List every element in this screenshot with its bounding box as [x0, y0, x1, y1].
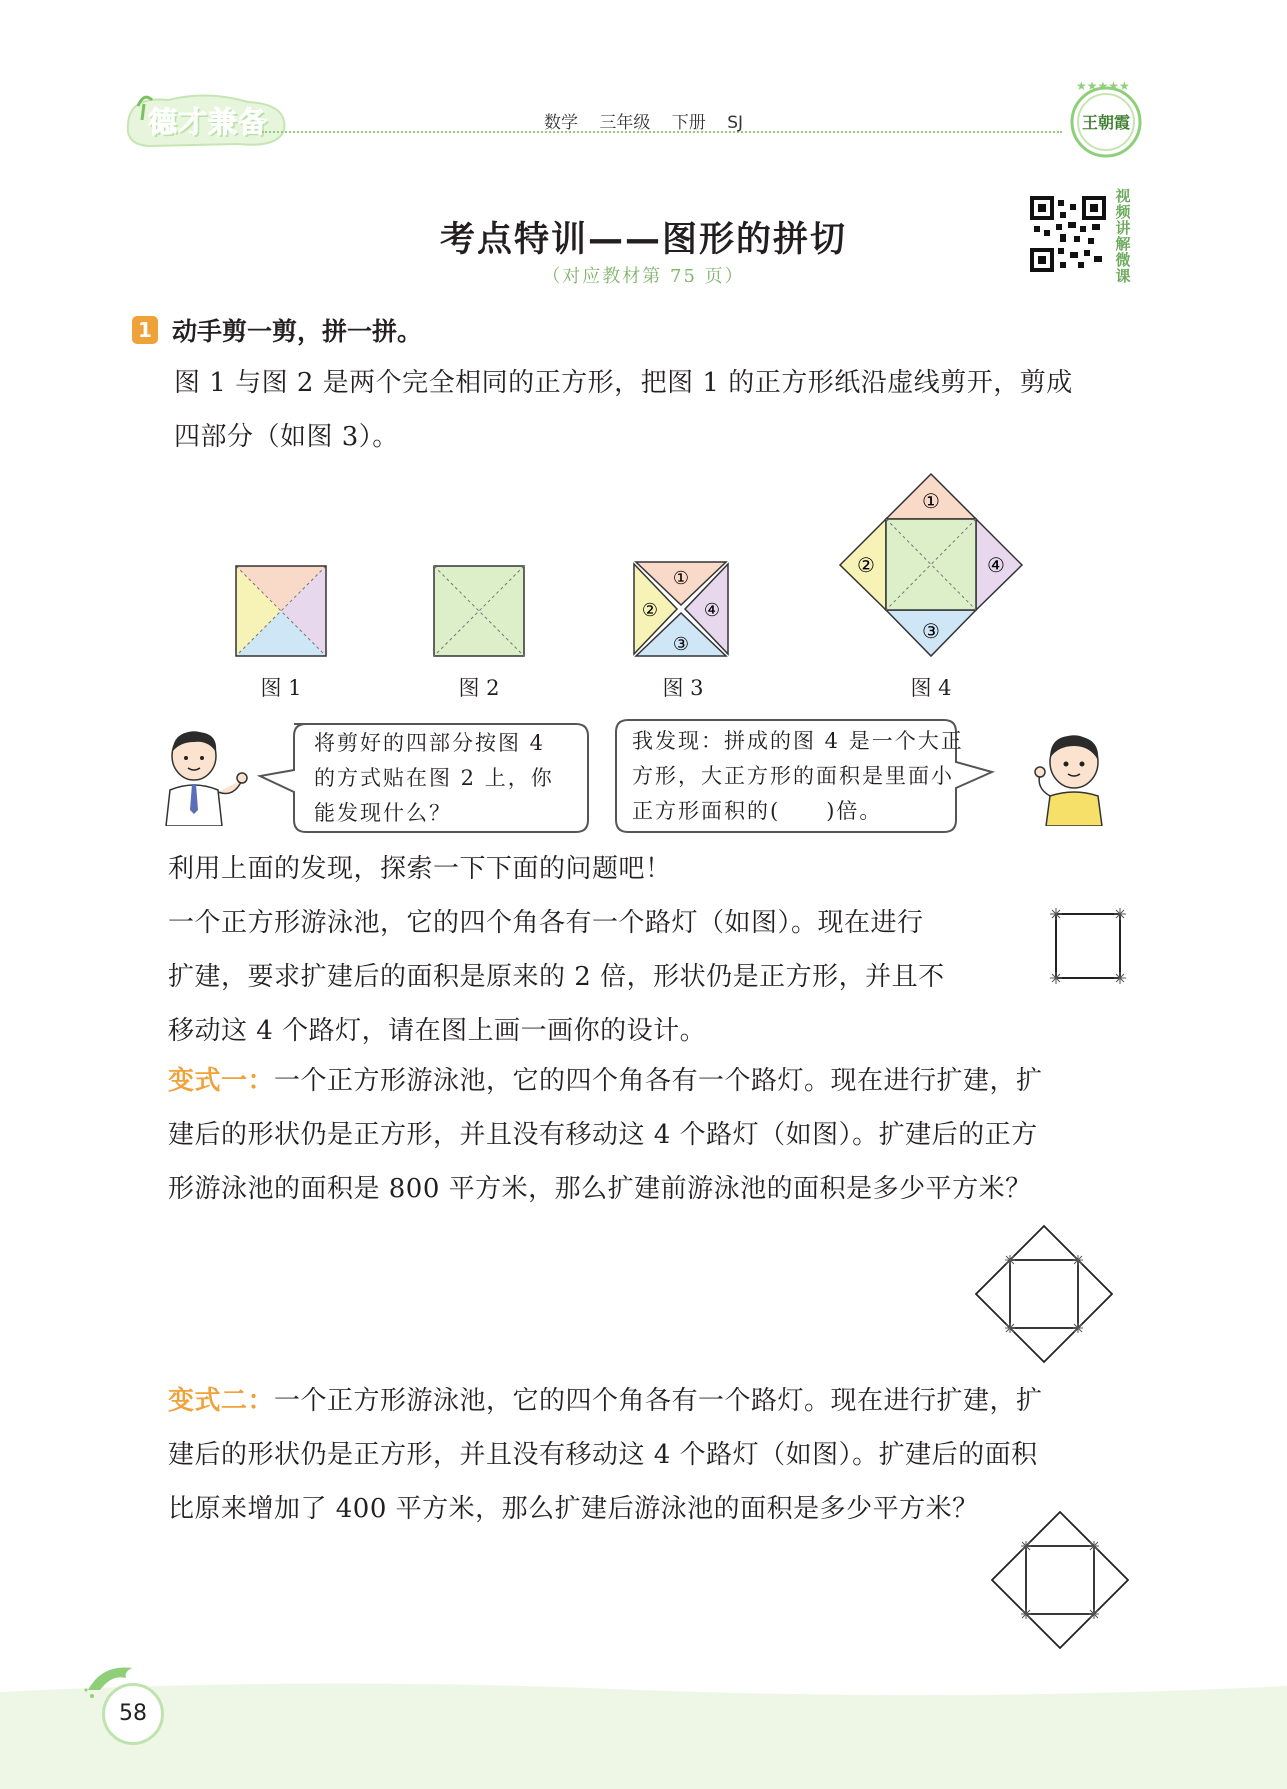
seal-text: 王朝霞 — [1081, 113, 1131, 132]
variant-1 — [168, 1054, 1043, 1216]
figure-4-assembled — [838, 472, 1024, 658]
variant-1-line-2: 建后的形状仍是正方形，并且没有移动这 4 个路灯（如图）。扩建后的正方 — [168, 1120, 1038, 1150]
grade: 三年级 — [599, 113, 651, 133]
teacher-illustration — [158, 728, 250, 826]
edition: SJ — [727, 113, 744, 133]
figure-2-square — [432, 564, 526, 658]
question-line-2: 四部分（如图 3）。 — [174, 422, 399, 452]
student-illustration — [1030, 730, 1112, 826]
variant-2-line-2: 建后的形状仍是正方形，并且没有移动这 4 个路灯（如图）。扩建后的面积 — [168, 1440, 1038, 1470]
textbook-reference: （对应教材第 75 页） — [542, 266, 745, 287]
pool-line-1: 一个正方形游泳池，它的四个角各有一个路灯（如图）。现在进行 — [168, 908, 924, 938]
variant-2-line-1: 一个正方形游泳池，它的四个角各有一个路灯。现在进行扩建，扩 — [274, 1386, 1043, 1416]
variant-2-label: 变式二： — [168, 1386, 275, 1416]
variant-2 — [168, 1374, 1043, 1536]
variant-2-diagram — [990, 1510, 1130, 1650]
figure-1-label: 图 1 — [260, 676, 302, 700]
question-heading: 动手剪一剪，拼一拼。 — [172, 317, 423, 346]
variant-1-line-3: 形游泳池的面积是 800 平方米，那么扩建前游泳池的面积是多少平方米？ — [168, 1174, 1032, 1204]
brand-name: 德才兼备 — [148, 105, 269, 139]
left-bubble-line-2: 的方式贴在图 2 上，你 — [314, 766, 554, 790]
fig3-piece-1: ① — [672, 568, 690, 589]
pool-line-2: 扩建，要求扩建后的面积是原来的 2 倍，形状仍是正方形，并且不 — [168, 962, 945, 992]
right-bubble-line-1: 我发现：拼成的图 4 是一个大正 — [632, 729, 964, 753]
figure-4-label: 图 4 — [910, 676, 952, 700]
page-title: 考点特训——图形的拼切 — [439, 220, 847, 260]
pool-square-diagram — [1046, 904, 1130, 988]
question-number: 1 — [132, 316, 158, 344]
left-bubble-line-3: 能发现什么？ — [314, 801, 452, 825]
fig4-piece-1: ① — [922, 489, 940, 513]
brand-seal-icon — [1064, 76, 1148, 160]
figure-1-square — [234, 564, 328, 658]
figure-2-label: 图 2 — [458, 676, 500, 700]
fig4-piece-3: ③ — [922, 619, 940, 643]
volume: 下册 — [671, 113, 706, 133]
question-line-1: 图 1 与图 2 是两个完全相同的正方形，把图 1 的正方形纸沿虚线剪开，剪成 — [174, 368, 1073, 398]
svg-text:★★★★★: ★★★★★ — [1076, 79, 1130, 93]
figure-3-label: 图 3 — [662, 676, 704, 700]
explore-prompt: 利用上面的发现，探索一下下面的问题吧！ — [168, 854, 672, 884]
variant-2-line-3: 比原来增加了 400 平方米，那么扩建后游泳池的面积是多少平方米？ — [168, 1494, 979, 1524]
fig3-piece-4: ④ — [703, 600, 721, 621]
figure-3-cut-pieces — [632, 560, 730, 658]
right-bubble-line-2: 方形，大正方形的面积是里面小 — [632, 764, 954, 788]
pool-line-3: 移动这 4 个路灯，请在图上画一画你的设计。 — [168, 1016, 707, 1046]
variant-1-label: 变式一： — [168, 1066, 275, 1096]
right-bubble-line-3: 正方形面积的( )倍。 — [632, 799, 883, 823]
question-text — [174, 356, 1073, 464]
pool-question — [168, 896, 945, 1058]
variant-1-line-1: 一个正方形游泳池，它的四个角各有一个路灯。现在进行扩建，扩 — [274, 1066, 1043, 1096]
subject: 数学 — [543, 113, 578, 133]
left-bubble — [314, 726, 584, 831]
fig3-piece-2: ② — [641, 600, 659, 621]
page-number: 58 — [102, 1683, 164, 1745]
variant-1-diagram — [974, 1224, 1114, 1364]
qr-label: 视频讲解微课 — [1115, 187, 1131, 285]
footer-wave — [0, 1680, 1287, 1789]
fig4-piece-2: ② — [857, 553, 875, 577]
qr-code-icon[interactable] — [1030, 196, 1106, 272]
right-bubble — [632, 724, 968, 829]
lamp-icons — [1050, 908, 1126, 984]
left-bubble-line-1: 将剪好的四部分按图 4 — [314, 731, 546, 755]
fig3-piece-3: ③ — [672, 634, 690, 655]
fig4-piece-4: ④ — [987, 553, 1005, 577]
